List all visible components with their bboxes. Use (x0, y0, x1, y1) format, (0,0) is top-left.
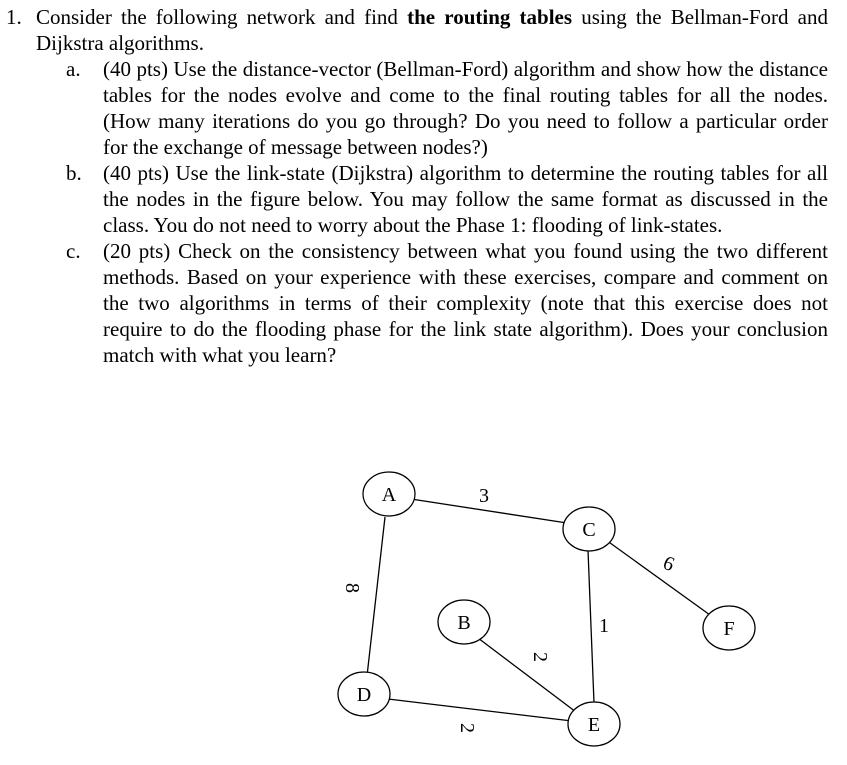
edge-a-c (411, 499, 567, 523)
node-label-e: E (587, 714, 601, 736)
node-label-f: F (723, 618, 735, 640)
edge-c-f (606, 540, 710, 615)
weight-c-f: 6 (659, 551, 678, 576)
node-label-b: B (457, 612, 471, 634)
weight-d-e: 2 (456, 723, 478, 733)
node-c (563, 507, 615, 551)
part-label: a. (66, 57, 81, 81)
weight-c-e: 1 (599, 615, 609, 637)
part-label: c. (66, 239, 81, 263)
question-number: 1. (6, 5, 22, 29)
node-d (338, 672, 390, 716)
edge-c-e (588, 550, 594, 703)
part-label: b. (66, 161, 82, 185)
node-label-c: C (582, 519, 596, 541)
node-b (438, 600, 490, 644)
edge-d-e (388, 699, 572, 721)
weight-b-e: 2 (529, 652, 551, 662)
part-text: (20 pts) Check on the consistency between what you found using the two different methods. Based on your experience with these exercises, compare and comment on the two algorithms in terms of their complexity (note that this exercise does not require to do the flooding phase for the link state algorithm). Does your conclusion match with what you learn? (103, 239, 828, 367)
edge-b-e (478, 638, 576, 712)
part-text: (40 pts) Use the link-state (Dijkstra) algorithm to determine the routing tables for all the nodes in the figure below. You may follow the same format as discussed in the class. You do not need to worry about the Phase 1: flooding of link-states. (103, 161, 828, 237)
node-f (703, 606, 755, 650)
edge-a-d (367, 517, 385, 676)
node-label-d: D (356, 684, 372, 706)
weight-a-c: 3 (479, 485, 489, 507)
weight-a-d: 8 (341, 583, 363, 593)
node-a (363, 472, 415, 516)
part-text: (40 pts) Use the distance-vector (Bellman-Ford) algorithm and show how the distance tables for the nodes evolve and come to the final routing tables for all the nodes. (How many iterations do you go through? Do you need to follow a particular order for the exchange of message between nodes?) (103, 57, 828, 159)
node-e (568, 702, 620, 746)
intro-text-end: using the Bellman-Ford and Dijkstra algorithms. (36, 5, 828, 55)
intro-text: Consider the following network and find (36, 5, 408, 29)
intro-bold-text: the routing tables (407, 5, 573, 29)
node-label-a: A (381, 484, 397, 506)
